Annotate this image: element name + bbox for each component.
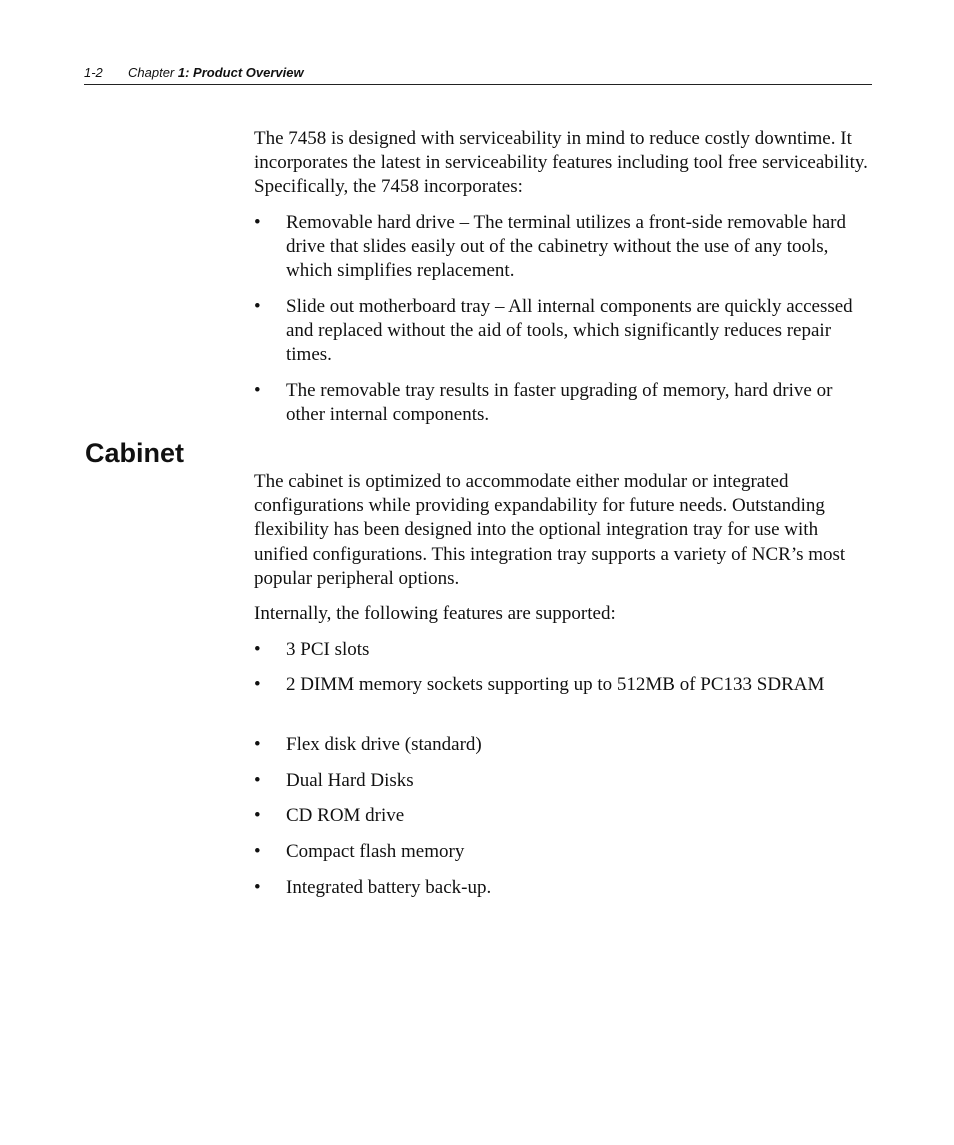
list-item-text: Dual Hard Disks bbox=[286, 770, 414, 791]
list-item-text: The removable tray results in faster upgrading of memory, hard drive or other internal components. bbox=[286, 380, 833, 426]
list-item-text: 3 PCI slots bbox=[286, 639, 370, 660]
features-intro: Internally, the following features are supported: bbox=[254, 603, 616, 624]
bullet-marker: • bbox=[254, 674, 261, 695]
intro-paragraph: The 7458 is designed with serviceability in mind to reduce costly downtime. It incorporates the latest in serviceability features including tool free serviceability. Specifically, the 7458 incorporates: bbox=[254, 128, 868, 198]
chapter-title: 1: Product Overview bbox=[177, 65, 304, 80]
bullet-marker: • bbox=[254, 734, 261, 755]
section-heading: Cabinet bbox=[85, 438, 185, 468]
list-item-text: CD ROM drive bbox=[286, 805, 405, 826]
bullet-marker: • bbox=[254, 639, 261, 660]
bullet-marker: • bbox=[254, 805, 261, 826]
bullet-marker: • bbox=[254, 380, 261, 401]
list-item-text: Slide out motherboard tray – All internal components are quickly accessed and replaced without the aid of tools, which significantly reduces repair times. bbox=[286, 296, 853, 366]
chapter-label bbox=[128, 64, 304, 82]
list-item-text: Integrated battery back-up. bbox=[286, 877, 492, 898]
list-item-text: Removable hard drive – The terminal utilizes a front-side removable hard drive that slides easily out of the cabinetry without the use of any tools, which simplifies replacement. bbox=[286, 212, 846, 282]
bullet-marker: • bbox=[254, 770, 261, 791]
chapter-prefix: Chapter bbox=[128, 65, 178, 80]
bullet-marker: • bbox=[254, 212, 261, 233]
page-number: 1-2 bbox=[84, 65, 103, 80]
list-item-text: Compact flash memory bbox=[286, 841, 465, 862]
bullet-marker: • bbox=[254, 296, 261, 317]
list-item-text: Flex disk drive (standard) bbox=[286, 734, 482, 755]
running-header bbox=[84, 64, 872, 85]
cabinet-paragraph: The cabinet is optimized to accommodate either modular or integrated configurations while providing expandability for future needs. Outstanding flexibility has been designed into the optional integration tray for use with unified configurations. This integration tray supports a variety of NCR’s most popular peripheral options. bbox=[254, 471, 846, 589]
bullet-marker: • bbox=[254, 841, 261, 862]
list-item-text: 2 DIMM memory sockets supporting up to 512MB of PC133 SDRAM bbox=[286, 674, 825, 695]
bullet-marker: • bbox=[254, 877, 261, 898]
